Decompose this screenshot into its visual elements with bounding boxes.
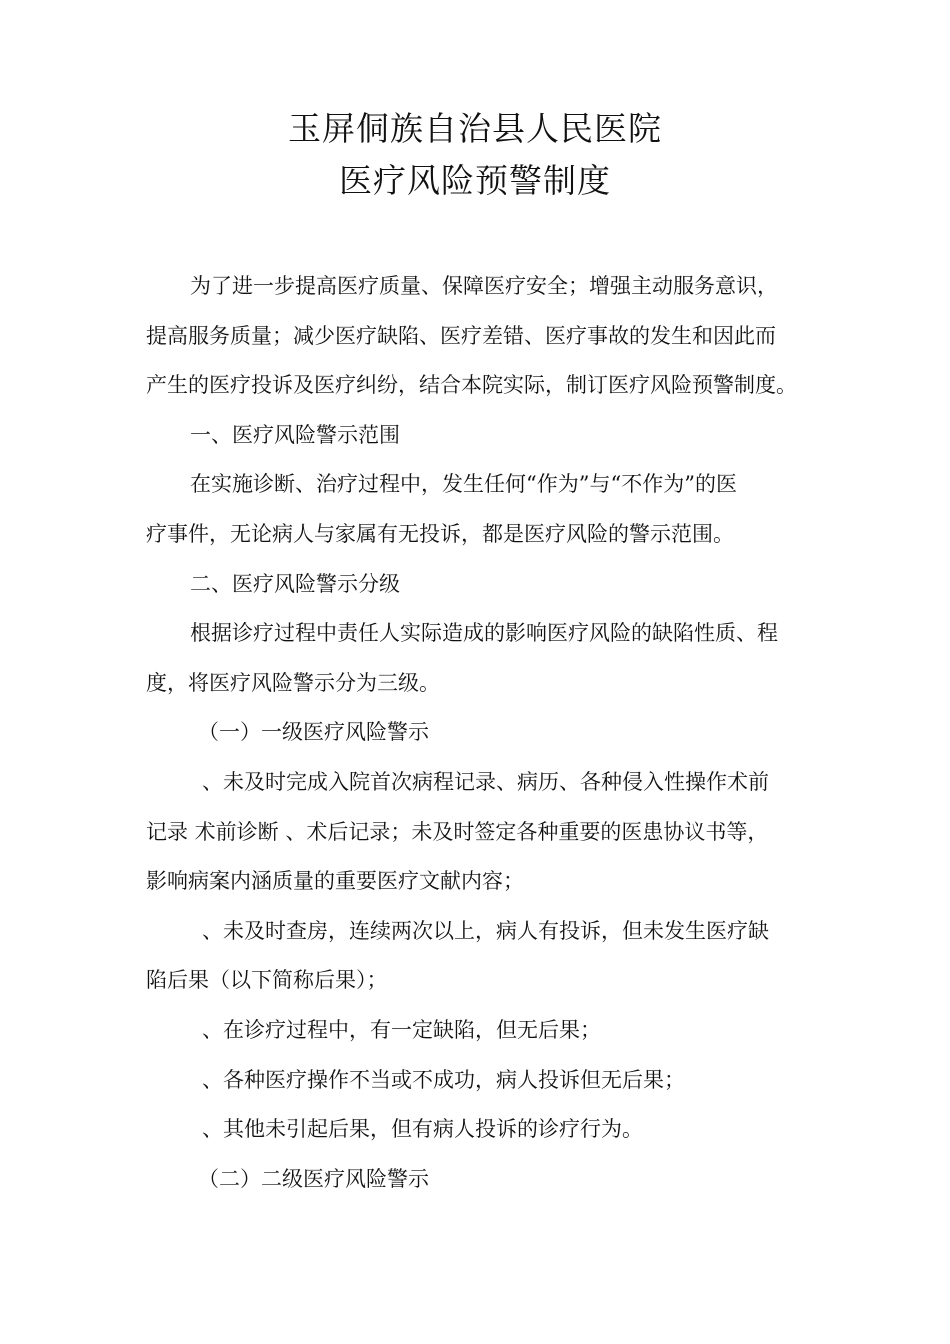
item-1-line-2: 记录 术前诊断 、术后记录；未及时签定各种重要的医患协议书等， xyxy=(146,819,769,844)
item-1-line-1: 、未及时完成入院首次病程记录、病历、各种侵入性操作术前 xyxy=(202,769,769,794)
section-1-line-2: 疗事件，无论病人与家属有无投诉，都是医疗风险的警示范围。 xyxy=(146,521,734,546)
item-1-line-3: 影响病案内涵质量的重要医疗文献内容； xyxy=(146,869,524,894)
subsection-heading-1: （一）一级医疗风险警示 xyxy=(198,720,429,745)
item-5-line-1: 、其他未引起后果，但有病人投诉的诊疗行为。 xyxy=(202,1117,643,1142)
title-hospital-name: 玉屏侗族自治县人民医院 xyxy=(288,109,662,148)
subsection-heading-2: （二）二级医疗风险警示 xyxy=(198,1166,429,1191)
section-heading-2: 二、医疗风险警示分级 xyxy=(190,571,400,596)
title-policy-name: 医疗风险预警制度 xyxy=(339,161,611,200)
item-2-line-1: 、未及时查房，连续两次以上，病人有投诉，但未发生医疗缺 xyxy=(202,918,769,943)
section-1-line-1: 在实施诊断、治疗过程中，发生任何“作为”与“不作为”的医 xyxy=(190,472,737,497)
document-body xyxy=(146,262,810,1204)
item-4-line-1: 、各种医疗操作不当或不成功，病人投诉但无后果； xyxy=(202,1067,685,1092)
intro-line-1: 为了进一步提高医疗质量、保障医疗安全；增强主动服务意识， xyxy=(190,274,778,298)
intro-line-3: 产生的医疗投诉及医疗纠纷，结合本院实际，制订医疗风险预警制度。 xyxy=(146,373,797,398)
section-heading-1: 一、医疗风险警示范围 xyxy=(190,422,400,447)
document-title xyxy=(0,103,950,207)
section-2-line-1: 根据诊疗过程中责任人实际造成的影响医疗风险的缺陷性质、程 xyxy=(190,621,778,646)
item-2-line-2: 陷后果（以下简称后果）； xyxy=(146,968,388,993)
item-3-line-1: 、在诊疗过程中，有一定缺陷，但无后果； xyxy=(202,1017,601,1042)
intro-line-2: 提高服务质量；减少医疗缺陷、医疗差错、医疗事故的发生和因此而 xyxy=(146,323,776,348)
section-2-line-2: 度，将医疗风险警示分为三级。 xyxy=(146,670,440,695)
